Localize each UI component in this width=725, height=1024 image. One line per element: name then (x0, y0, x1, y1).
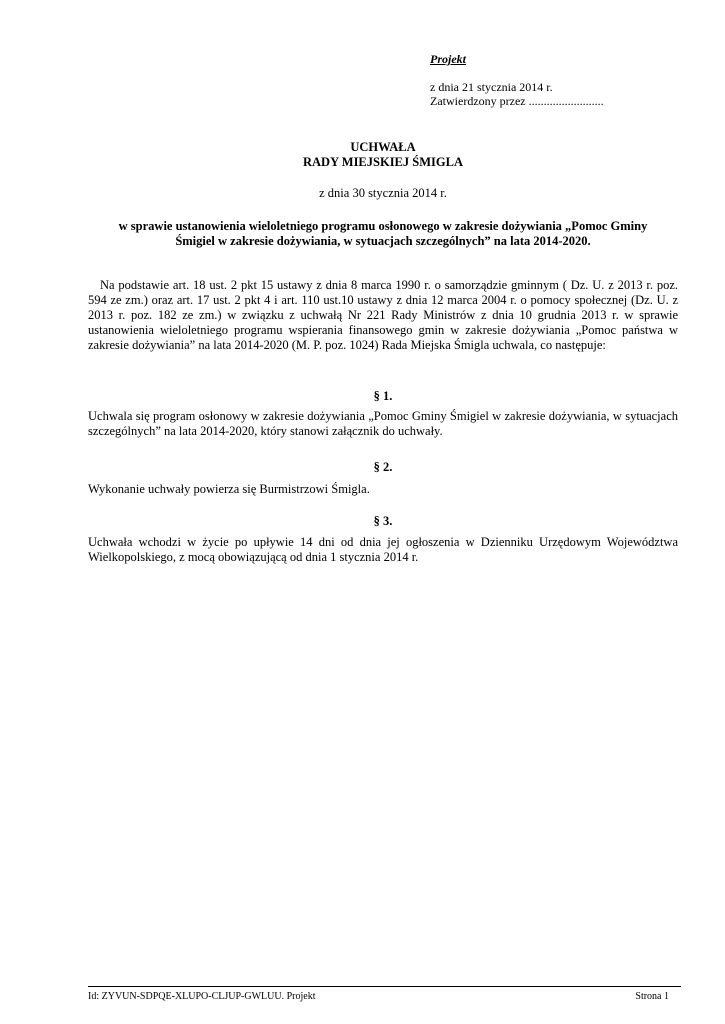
page-number: Strona 1 (635, 991, 669, 1002)
resolution-subject (88, 219, 678, 249)
paragraph-3-heading: § 3. (373, 514, 393, 528)
resolution-date: z dnia 30 stycznia 2014 r. (319, 186, 447, 200)
resolution-title (88, 140, 678, 170)
paragraph-2-text: Wykonanie uchwały powierza się Burmistrzowi Śmigla. (88, 482, 370, 496)
paragraph-2-heading: § 2. (373, 460, 393, 474)
projekt-label: Projekt (430, 52, 466, 66)
draft-header (430, 52, 604, 108)
paragraph-1-heading: § 1. (373, 389, 393, 403)
preamble: Na podstawie art. 18 ust. 2 pkt 15 ustawy z dnia 8 marca 1990 r. o samorządzie gminnym ( Dz. U. z 2013 r. poz. 594 ze zm.) oraz art. 17 ust. 2 pkt 4 i art. 110 ust.10 ustawy z dnia 12 marca 2004 r. o pomocy społecznej (Dz. U. z 2013 r. poz. 182 ze zm.) w związku z uchwałą Nr 221 Rady Ministrów z dnia 10 grudnia 2013 r. w sprawie ustanowienia wieloletniego programu wspierania finansowego gmin w zakresie dożywiania „Pomoc państwa w zakresie dożywiania” na lata 2014-2020 (M. P. poz. 1024) Rada Miejska Śmigla uchwala, co następuje: (88, 278, 678, 352)
paragraph-1-text: Uchwala się program osłonowy w zakresie dożywiania „Pomoc Gminy Śmigiel w zakresie dożywiania, w sytuacjach szczególnych” na lata 2014-2020, który stanowi załącznik do uchwały. (88, 409, 678, 438)
paragraph-3-text: Uchwała wchodzi w życie po upływie 14 dni od dnia jej ogłoszenia w Dzienniku Urzędowym Województwa Wielkopolskiego, z mocą obowiązującą od dnia 1 stycznia 2014 r. (88, 535, 678, 564)
subject-line-1: w sprawie ustanowienia wieloletniego programu osłonowego w zakresie dożywiania „Pomoc Gminy (118, 219, 648, 233)
subject-line-2: Śmigiel w zakresie dożywiania, w sytuacjach szczególnych” na lata 2014-2020. (175, 234, 591, 248)
draft-date: z dnia 21 stycznia 2014 r. (430, 80, 553, 94)
document-id: Id: ZYVUN-SDPQE-XLUPO-CLJUP-GWLUU. Projekt (88, 991, 316, 1002)
footer-divider (88, 986, 681, 987)
title-line-2: RADY MIEJSKIEJ ŚMIGLA (303, 155, 463, 169)
approved-by-line: Zatwierdzony przez ......................... (430, 94, 604, 108)
title-line-1: UCHWAŁA (350, 140, 416, 154)
